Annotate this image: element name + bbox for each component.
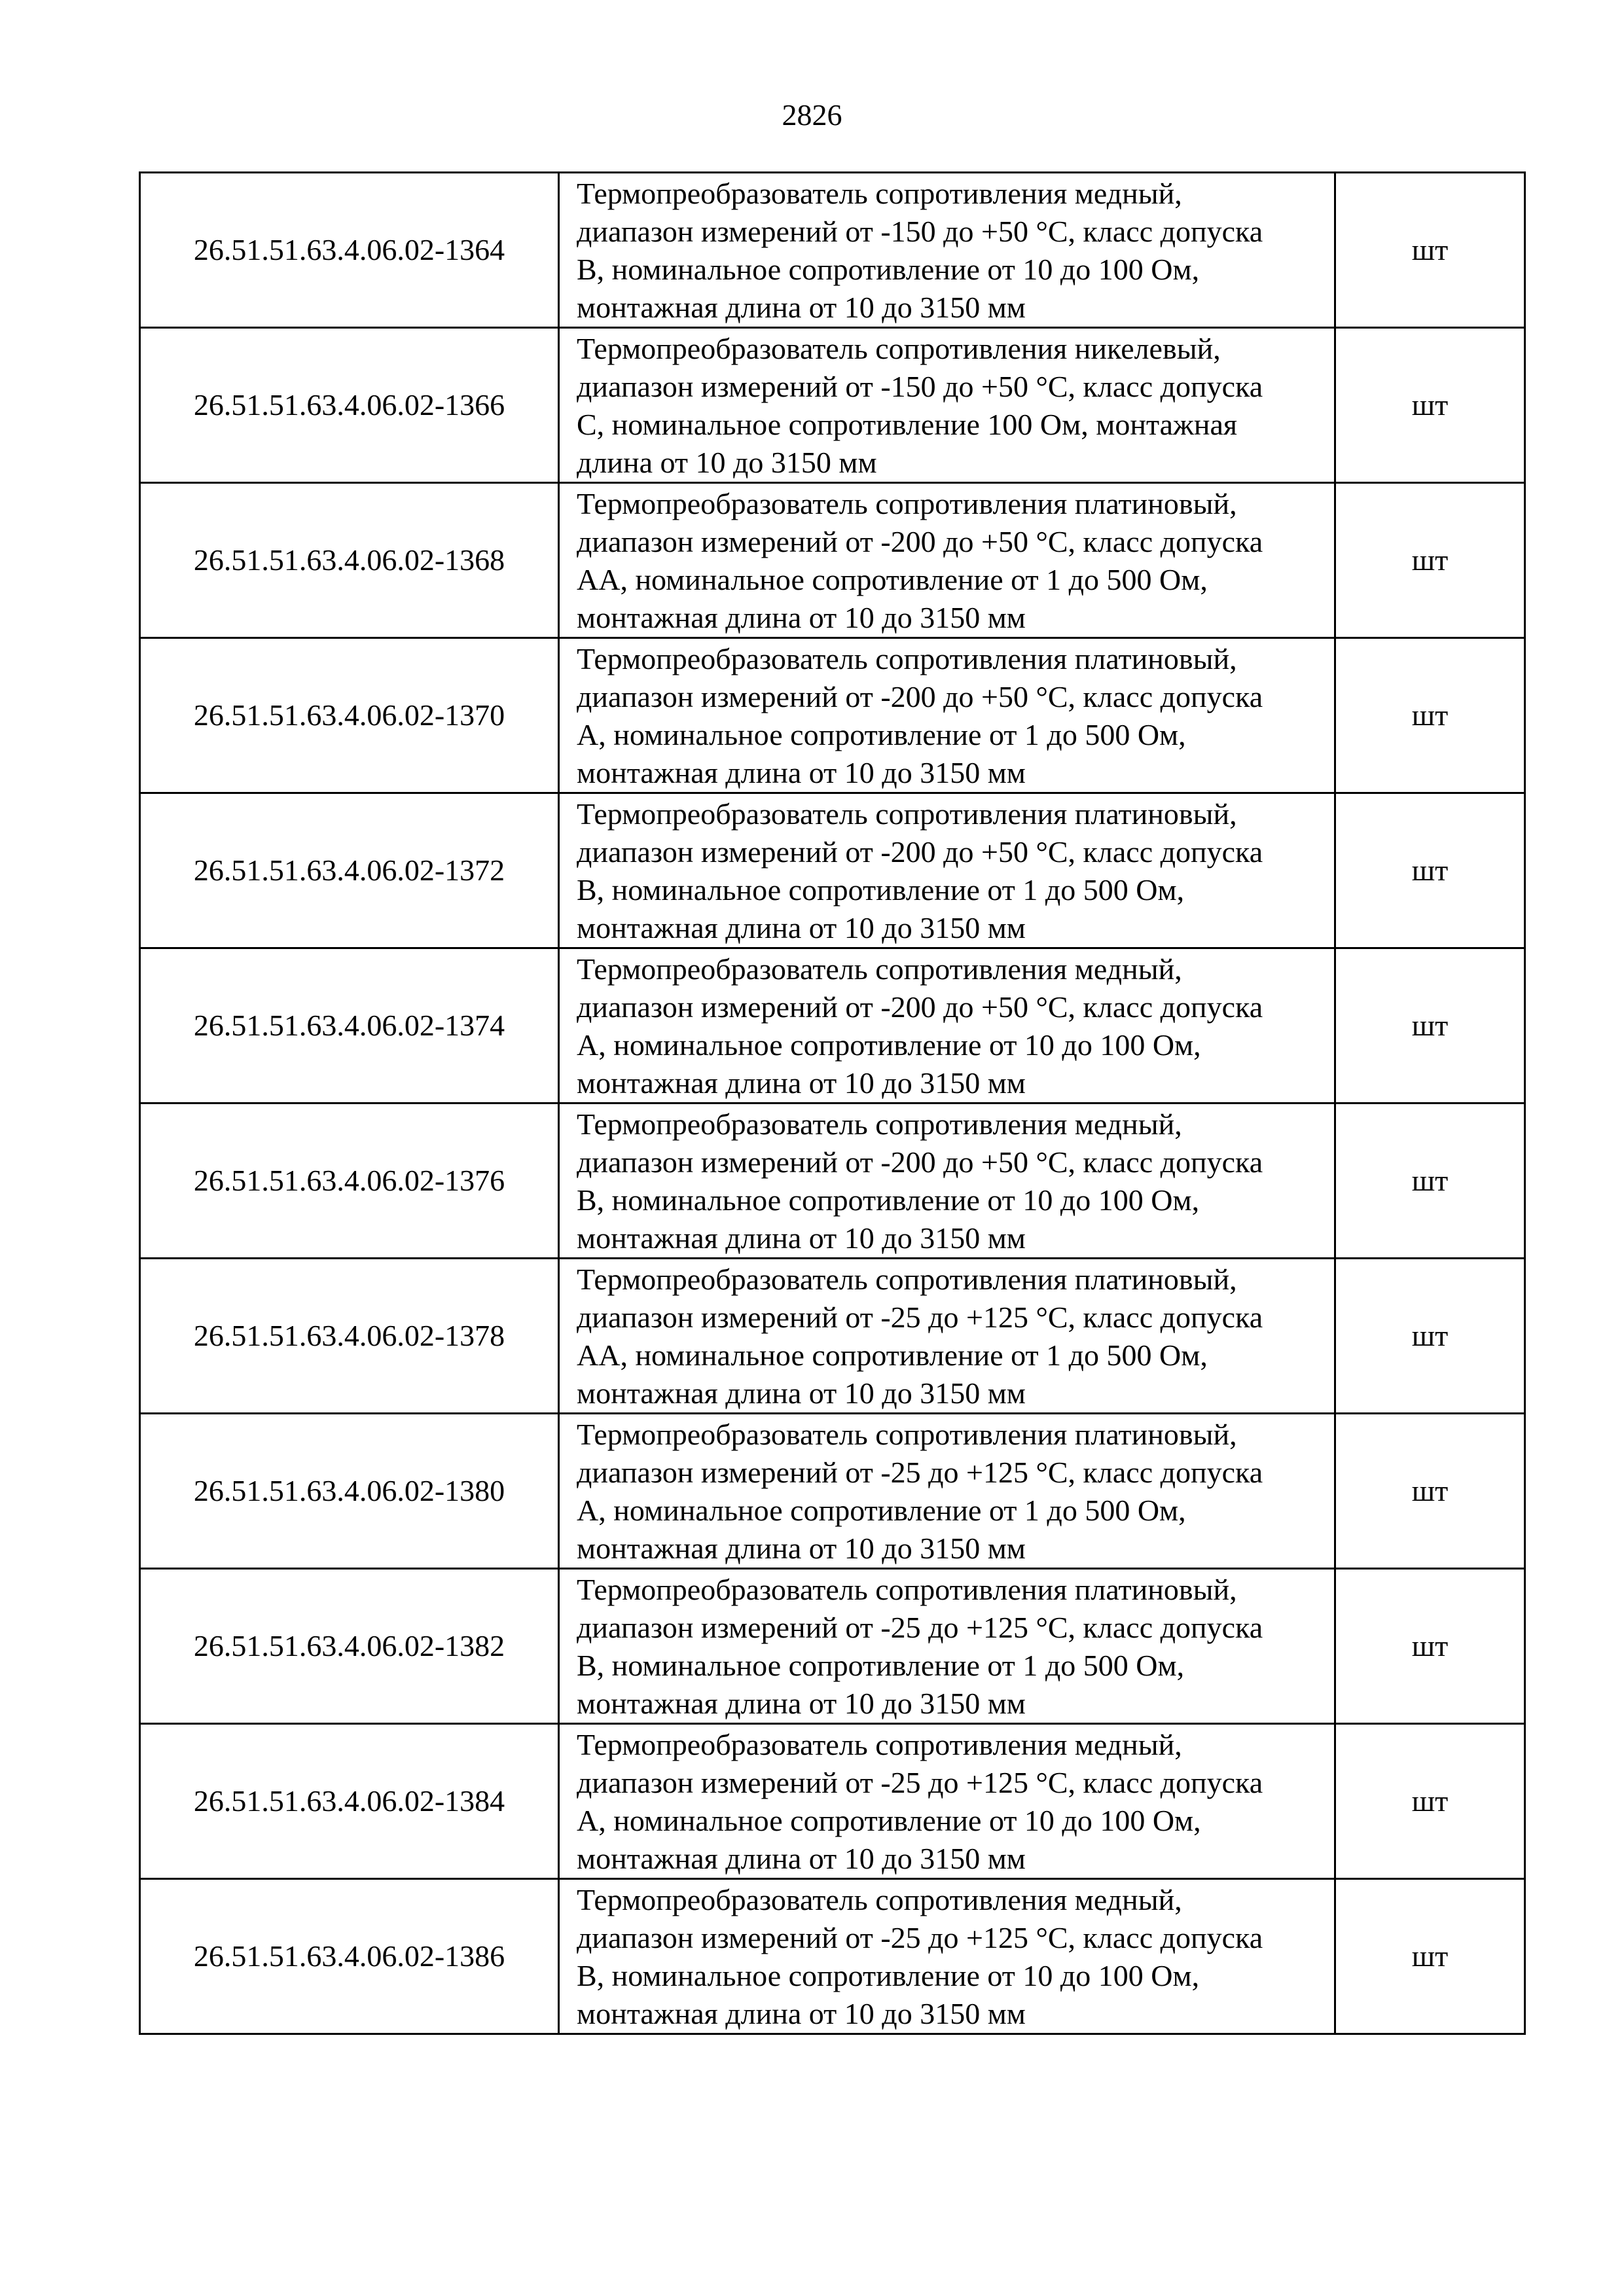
table-row [140,173,1525,328]
item-description-line: диапазон измерений от -25 до +125 °С, класс допуска [577,1921,1263,1954]
item-code-cell: 26.51.51.63.4.06.02-1370 [140,638,559,793]
table-row [140,793,1525,948]
items-table [139,171,1526,2035]
table-row [140,638,1525,793]
item-description-line: АА, номинальное сопротивление от 1 до 500 Ом, [577,563,1208,596]
item-description-cell [559,1259,1335,1414]
item-description-line: Термопреобразователь сопротивления платиновый, [577,797,1237,831]
item-unit-cell: шт [1335,1103,1525,1259]
item-description-cell [559,1103,1335,1259]
item-description-line: А, номинальное сопротивление от 10 до 100 Ом, [577,1028,1201,1062]
table-row [140,1569,1525,1724]
item-description-cell [559,483,1335,638]
item-description-line: Термопреобразователь сопротивления платиновый, [577,1263,1237,1296]
item-description-line: Термопреобразователь сопротивления медный, [577,177,1182,210]
item-code-cell: 26.51.51.63.4.06.02-1386 [140,1879,559,2034]
item-description-line: монтажная длина от 10 до 3150 мм [577,1997,1026,2030]
item-description-cell [559,1879,1335,2034]
item-unit-cell: шт [1335,948,1525,1103]
item-description-line: АА, номинальное сопротивление от 1 до 500 Ом, [577,1338,1208,1372]
item-description-line: С, номинальное сопротивление 100 Ом, монтажная [577,408,1238,441]
item-code-cell: 26.51.51.63.4.06.02-1376 [140,1103,559,1259]
item-description-line: Термопреобразователь сопротивления платиновый, [577,1573,1237,1606]
item-description-line: Термопреобразователь сопротивления никелевый, [577,332,1221,365]
item-code-cell: 26.51.51.63.4.06.02-1384 [140,1724,559,1879]
item-description-line: диапазон измерений от -200 до +50 °С, класс допуска [577,1145,1263,1179]
item-description-cell [559,948,1335,1103]
item-description-line: монтажная длина от 10 до 3150 мм [577,1842,1026,1875]
item-code-cell: 26.51.51.63.4.06.02-1368 [140,483,559,638]
item-description-line: монтажная длина от 10 до 3150 мм [577,601,1026,634]
item-code-cell: 26.51.51.63.4.06.02-1382 [140,1569,559,1724]
item-description-line: В, номинальное сопротивление от 10 до 100 Ом, [577,1959,1200,1992]
item-description-line: Термопреобразователь сопротивления платиновый, [577,1418,1237,1451]
item-description-line: В, номинальное сопротивление от 10 до 100 Ом, [577,253,1200,286]
item-description-line: Термопреобразователь сопротивления медный, [577,952,1182,986]
item-description-line: Термопреобразователь сопротивления платиновый, [577,642,1237,675]
table-row [140,1414,1525,1569]
item-description-line: Термопреобразователь сопротивления медный, [577,1107,1182,1141]
item-description-cell [559,1414,1335,1569]
item-description-line: длина от 10 до 3150 мм [577,446,877,479]
item-description-cell [559,328,1335,483]
item-description-line: Термопреобразователь сопротивления платиновый, [577,487,1237,520]
item-description-line: монтажная длина от 10 до 3150 мм [577,291,1026,324]
item-unit-cell: шт [1335,638,1525,793]
item-unit-cell: шт [1335,483,1525,638]
item-description-line: монтажная длина от 10 до 3150 мм [577,1221,1026,1255]
table-row [140,948,1525,1103]
item-description-line: диапазон измерений от -200 до +50 °С, класс допуска [577,990,1263,1024]
item-code-cell: 26.51.51.63.4.06.02-1366 [140,328,559,483]
item-description-line: диапазон измерений от -150 до +50 °С, класс допуска [577,215,1263,248]
item-description-line: В, номинальное сопротивление от 1 до 500 Ом, [577,1649,1185,1682]
item-code-cell: 26.51.51.63.4.06.02-1380 [140,1414,559,1569]
item-description-line: В, номинальное сопротивление от 1 до 500 Ом, [577,873,1185,906]
item-description-cell [559,638,1335,793]
table-row [140,1879,1525,2034]
item-code-cell: 26.51.51.63.4.06.02-1372 [140,793,559,948]
item-description-line: монтажная длина от 10 до 3150 мм [577,1376,1026,1410]
table-row [140,1103,1525,1259]
item-unit-cell: шт [1335,1569,1525,1724]
item-description-line: монтажная длина от 10 до 3150 мм [577,1066,1026,1100]
item-unit-cell: шт [1335,1724,1525,1879]
item-description-line: монтажная длина от 10 до 3150 мм [577,911,1026,944]
item-description-line: А, номинальное сопротивление от 1 до 500 Ом, [577,718,1186,751]
item-description-line: диапазон измерений от -25 до +125 °С, класс допуска [577,1611,1263,1644]
item-unit-cell: шт [1335,1414,1525,1569]
item-description-line: диапазон измерений от -200 до +50 °С, класс допуска [577,680,1263,713]
item-description-line: диапазон измерений от -150 до +50 °С, класс допуска [577,370,1263,403]
item-description-line: В, номинальное сопротивление от 10 до 100 Ом, [577,1183,1200,1217]
item-unit-cell: шт [1335,328,1525,483]
item-description-line: диапазон измерений от -25 до +125 °С, класс допуска [577,1456,1263,1489]
item-description-line: диапазон измерений от -200 до +50 °С, класс допуска [577,525,1263,558]
item-unit-cell: шт [1335,1259,1525,1414]
item-description-line: А, номинальное сопротивление от 1 до 500 Ом, [577,1494,1186,1527]
item-description-line: Термопреобразователь сопротивления медный, [577,1728,1182,1761]
table-row [140,483,1525,638]
items-table-body [140,173,1525,2034]
item-description-cell [559,173,1335,328]
item-unit-cell: шт [1335,793,1525,948]
item-unit-cell: шт [1335,173,1525,328]
item-description-cell [559,1569,1335,1724]
item-description-line: диапазон измерений от -25 до +125 °С, класс допуска [577,1300,1263,1334]
item-code-cell: 26.51.51.63.4.06.02-1374 [140,948,559,1103]
item-code-cell: 26.51.51.63.4.06.02-1364 [140,173,559,328]
item-description-line: монтажная длина от 10 до 3150 мм [577,1687,1026,1720]
item-description-line: Термопреобразователь сопротивления медный, [577,1883,1182,1916]
item-description-cell [559,793,1335,948]
item-unit-cell: шт [1335,1879,1525,2034]
item-description-cell [559,1724,1335,1879]
table-row [140,1724,1525,1879]
item-description-line: монтажная длина от 10 до 3150 мм [577,1532,1026,1565]
item-description-line: диапазон измерений от -200 до +50 °С, класс допуска [577,835,1263,869]
item-code-cell: 26.51.51.63.4.06.02-1378 [140,1259,559,1414]
page-number: 2826 [782,98,842,132]
table-row [140,328,1525,483]
item-description-line: А, номинальное сопротивление от 10 до 100 Ом, [577,1804,1201,1837]
item-description-line: диапазон измерений от -25 до +125 °С, класс допуска [577,1766,1263,1799]
item-description-line: монтажная длина от 10 до 3150 мм [577,756,1026,789]
table-row [140,1259,1525,1414]
